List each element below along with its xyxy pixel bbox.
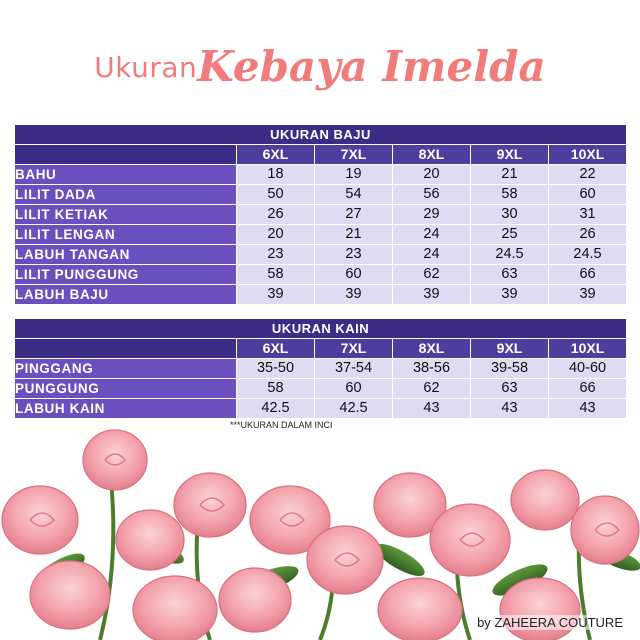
table-cell: 37-54 <box>315 359 393 379</box>
table-cell: 66 <box>549 265 627 285</box>
table-cell: 60 <box>549 185 627 205</box>
table-row <box>15 285 627 305</box>
table-cell: 39-58 <box>471 359 549 379</box>
table-cell: 29 <box>393 205 471 225</box>
table-cell: 40-60 <box>549 359 627 379</box>
roses-decoration-image <box>0 410 640 640</box>
table-cell: 39 <box>471 285 549 305</box>
table-cell: 66 <box>549 379 627 399</box>
table-row <box>15 185 627 205</box>
table-cell: 24.5 <box>471 245 549 265</box>
credit-text: by ZAHEERA COUTURE <box>474 615 626 630</box>
table-row <box>15 359 627 379</box>
table-cell: 26 <box>237 205 315 225</box>
table-cell: 25 <box>471 225 549 245</box>
title-prefix: Ukuran <box>94 51 198 84</box>
kain-heading-row <box>15 319 627 339</box>
table-cell: 39 <box>549 285 627 305</box>
table-row <box>15 265 627 285</box>
table-cell: 18 <box>237 165 315 185</box>
kain-col-9xl: 9XL <box>471 339 549 359</box>
table-cell: 54 <box>315 185 393 205</box>
table-cell: 62 <box>393 265 471 285</box>
table-row <box>15 225 627 245</box>
table-cell: 43 <box>393 399 471 419</box>
kain-heading: UKURAN KAIN <box>15 319 627 339</box>
baju-col-7xl: 7XL <box>315 145 393 165</box>
table-cell: 50 <box>237 185 315 205</box>
table-cell: 38-56 <box>393 359 471 379</box>
table-cell: 22 <box>549 165 627 185</box>
table-cell: 19 <box>315 165 393 185</box>
table-cell: 23 <box>315 245 393 265</box>
row-label: PUNGGUNG <box>15 379 237 399</box>
table-row <box>15 165 627 185</box>
row-label: LILIT DADA <box>15 185 237 205</box>
rose-blooms <box>2 430 639 640</box>
kain-corner-cell <box>15 339 237 359</box>
page-title <box>0 42 640 91</box>
row-label: BAHU <box>15 165 237 185</box>
row-label: LILIT PUNGGUNG <box>15 265 237 285</box>
baju-column-header-row <box>15 145 627 165</box>
baju-heading: UKURAN BAJU <box>15 125 627 145</box>
table-cell: 43 <box>471 399 549 419</box>
table-cell: 24 <box>393 245 471 265</box>
table-cell: 60 <box>315 265 393 285</box>
table-cell: 21 <box>315 225 393 245</box>
table-cell: 30 <box>471 205 549 225</box>
table-cell: 21 <box>471 165 549 185</box>
measurement-unit-note: ***UKURAN DALAM INCI <box>230 420 333 430</box>
table-cell: 62 <box>393 379 471 399</box>
table-cell: 39 <box>315 285 393 305</box>
baju-heading-row <box>15 125 627 145</box>
table-cell: 43 <box>549 399 627 419</box>
kain-col-10xl: 10XL <box>549 339 627 359</box>
table-row <box>15 245 627 265</box>
row-label: LILIT LENGAN <box>15 225 237 245</box>
row-label: LILIT KETIAK <box>15 205 237 225</box>
table-row <box>15 205 627 225</box>
table-cell: 23 <box>237 245 315 265</box>
table-cell: 42.5 <box>237 399 315 419</box>
table-cell: 42.5 <box>315 399 393 419</box>
table-cell: 58 <box>237 265 315 285</box>
row-label: LABUH KAIN <box>15 399 237 419</box>
kain-col-7xl: 7XL <box>315 339 393 359</box>
kain-column-header-row <box>15 339 627 359</box>
table-cell: 58 <box>237 379 315 399</box>
table-cell: 63 <box>471 265 549 285</box>
table-cell: 20 <box>237 225 315 245</box>
baju-size-table <box>14 124 627 305</box>
row-label: LABUH BAJU <box>15 285 237 305</box>
baju-col-9xl: 9XL <box>471 145 549 165</box>
table-cell: 31 <box>549 205 627 225</box>
table-cell: 35-50 <box>237 359 315 379</box>
table-cell: 60 <box>315 379 393 399</box>
row-label: PINGGANG <box>15 359 237 379</box>
table-cell: 63 <box>471 379 549 399</box>
kain-col-8xl: 8XL <box>393 339 471 359</box>
baju-col-6xl: 6XL <box>237 145 315 165</box>
title-main: Kebaya Imelda <box>197 42 546 91</box>
table-cell: 20 <box>393 165 471 185</box>
baju-col-10xl: 10XL <box>549 145 627 165</box>
kain-size-table <box>14 318 627 419</box>
kain-col-6xl: 6XL <box>237 339 315 359</box>
row-label: LABUH TANGAN <box>15 245 237 265</box>
table-cell: 27 <box>315 205 393 225</box>
table-cell: 26 <box>549 225 627 245</box>
table-cell: 39 <box>237 285 315 305</box>
table-cell: 39 <box>393 285 471 305</box>
table-row <box>15 379 627 399</box>
table-cell: 56 <box>393 185 471 205</box>
baju-col-8xl: 8XL <box>393 145 471 165</box>
table-cell: 24.5 <box>549 245 627 265</box>
table-cell: 24 <box>393 225 471 245</box>
baju-corner-cell <box>15 145 237 165</box>
table-cell: 58 <box>471 185 549 205</box>
